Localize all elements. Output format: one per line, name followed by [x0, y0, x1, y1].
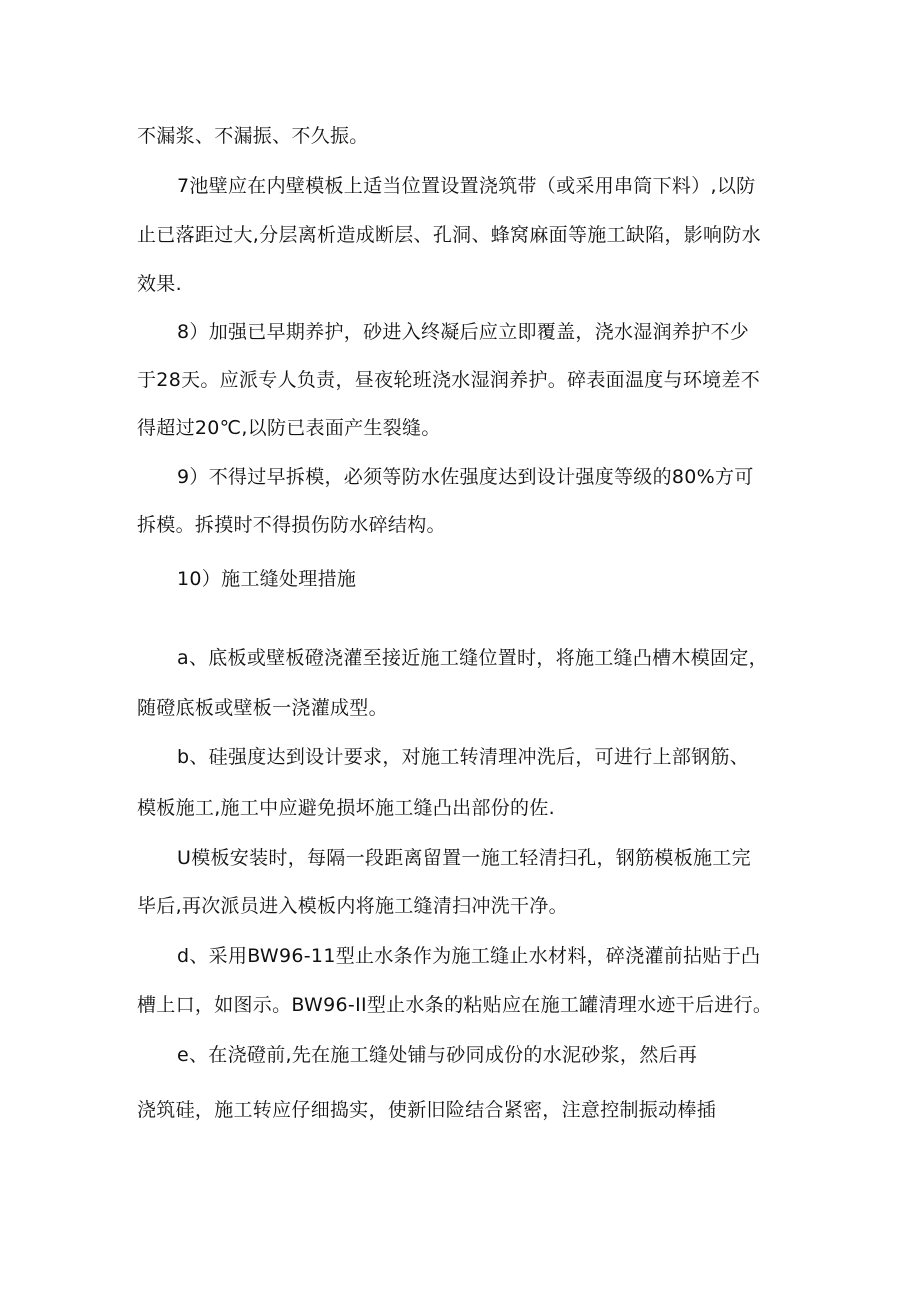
text-line: 拆模。拆摸时不得损伤防水碎结构。 — [137, 514, 446, 536]
text-line: 效果. — [137, 273, 182, 295]
text-line: 7池壁应在内壁模板上适当位置设置浇筑带（或采用串筒下料）,以防 — [177, 175, 756, 197]
text-line: 得超过20℃,以防已表面产生裂缝。 — [137, 417, 441, 439]
text-line: 槽上口，如图示。BW96-II型止水条的粘贴应在施工罐清理水迹干后进行。 — [137, 994, 773, 1016]
text-line: U模板安装时，每隔一段距离留置一施工轻清扫孔，钢筋模板施工完 — [177, 847, 751, 869]
text-line: 9）不得过早拆模，必须等防水佐强度达到设计强度等级的80%方可 — [177, 466, 754, 488]
text-line: 随磴底板或壁板一浇灌成型。 — [137, 697, 388, 719]
text-line: d、采用BW96-11型止水条作为施工缝止水材料，碎浇灌前拈贴于凸 — [177, 945, 761, 967]
section-heading: 10）施工缝处理措施 — [177, 568, 357, 590]
text-line: 8）加强已早期养护，砂进入终凝后应立即覆盖，浇水湿润养护不少 — [177, 321, 750, 343]
text-line: b、硅强度达到设计要求，对施工转清理冲洗后，可进行上部钢筋、 — [177, 746, 750, 768]
text-line: 止已落距过大,分层离析造成断层、孔洞、蜂窝麻面等施工缺陷，影响防水 — [137, 224, 761, 246]
text-line: e、在浇磴前,先在施工缝处铺与砂同成份的水泥砂浆，然后再 — [177, 1044, 698, 1066]
text-line: 于28天。应派专人负责，昼夜轮班浇水湿润养护。碎表面温度与环境差不 — [137, 369, 761, 391]
text-line: 不漏浆、不漏振、不久振。 — [137, 125, 369, 147]
text-line: 模板施工,施工中应避免损坏施工缝凸出部份的佐. — [137, 797, 555, 819]
text-line: 浇筑硅，施工转应仔细捣实，使新旧险结合紧密，注意控制振动棒插 — [137, 1099, 717, 1121]
text-line: a、底板或壁板磴浇灌至接近施工缝位置时，将施工缝凸槽木模固定， — [177, 647, 768, 669]
text-line: 毕后,再次派员进入模板内将施工缝清扫冲洗干净。 — [137, 895, 568, 917]
